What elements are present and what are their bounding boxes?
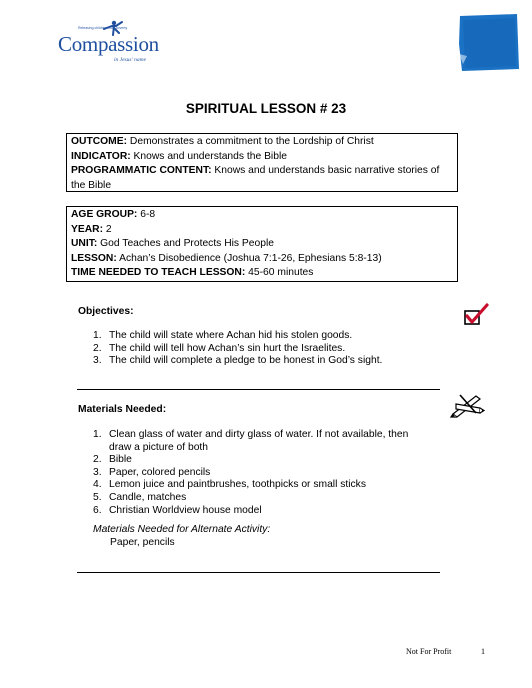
year-row: YEAR: 2	[71, 223, 112, 235]
age-group-row: AGE GROUP: 6-8	[71, 209, 156, 220]
footer-note: Not For Profit	[406, 647, 452, 656]
indicator-row: INDICATOR: Knows and understands the Bible	[71, 150, 287, 162]
outcome-box	[66, 133, 458, 192]
checkbox-check-icon	[463, 303, 489, 327]
page-title: SPIRITUAL LESSON # 23	[185, 101, 347, 116]
time-needed-row: TIME NEEDED TO TEACH LESSON: 45-60 minutes	[71, 267, 314, 279]
page-number: 1	[481, 647, 485, 656]
list-item: 3. Paper, colored pencils	[93, 466, 211, 478]
blue-paint-swatch	[459, 14, 519, 71]
list-item: 2. Bible	[93, 454, 132, 466]
logo-subline: in Jesus' name	[114, 57, 147, 63]
list-item: 1. Clean glass of water and dirty glass of water. If not available, then draw a picture of both	[93, 429, 409, 453]
alternate-materials-body: Paper, pencils	[110, 537, 175, 548]
list-item: 2. The child will tell how Achan’s sin hurt the Israelites.	[93, 342, 346, 354]
unit-row: UNIT: God Teaches and Protects His People	[71, 238, 274, 250]
alternate-materials-heading: Materials Needed for Alternate Activity:	[93, 524, 271, 535]
list-item: 6. Christian Worldview house model	[93, 504, 262, 516]
list-item: 4. Lemon juice and paintbrushes, toothpicks or small sticks	[93, 479, 366, 491]
list-item: 3. The child will complete a pledge to be honest in God’s sight.	[93, 355, 383, 367]
lesson-info-box	[66, 206, 458, 282]
materials-heading: Materials Needed:	[78, 404, 167, 415]
compassion-logo	[56, 20, 171, 70]
logo-wordmark: Compassion	[58, 32, 159, 56]
objectives-list	[93, 330, 433, 368]
logo-tagline: Releasing children from poverty	[78, 26, 128, 30]
list-item: 1. The child will state where Achan hid his stolen goods.	[93, 330, 353, 341]
programmatic-content-row: PROGRAMMATIC CONTENT: Knows and understands basic narrative stories of the Bible	[71, 165, 440, 191]
objectives-heading: Objectives:	[78, 306, 134, 317]
lesson-row: LESSON: Achan’s Disobedience (Joshua 7:1-26, Ephesians 5:8-13)	[71, 252, 382, 264]
section-divider	[77, 389, 440, 390]
pencils-icon	[450, 392, 486, 418]
section-divider	[77, 572, 440, 573]
list-item: 5. Candle, matches	[93, 491, 187, 503]
materials-list	[93, 429, 433, 517]
outcome-row: OUTCOME: Demonstrates a commitment to the Lordship of Christ	[71, 136, 374, 147]
